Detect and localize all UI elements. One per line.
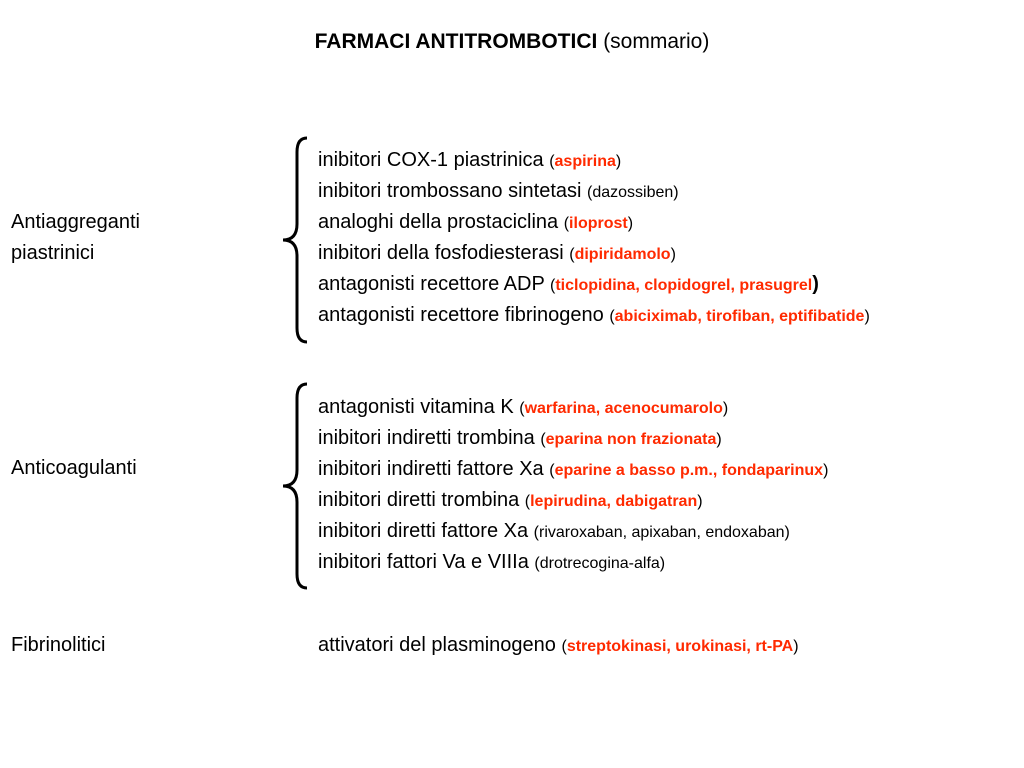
drug-note: (rivaroxaban, apixaban, endoxaban) — [533, 524, 790, 541]
list-item: antagonisti recettore ADP (ticlopidina, clopidogrel, prasugrel) — [318, 273, 819, 295]
left-brace-icon — [277, 136, 313, 344]
list-item: inibitori della fosfodiesterasi (dipiridamolo) — [318, 242, 676, 264]
drug-names: eparine a basso p.m., fondaparinux — [554, 462, 824, 479]
category-antiaggreganti — [11, 207, 140, 269]
category-label-line: Fibrinolitici — [11, 634, 106, 656]
list-item: inibitori diretti fattore Xa (rivaroxaban, apixaban, endoxaban) — [318, 520, 790, 542]
drug-names: warfarina, acenocumarolo — [524, 400, 723, 417]
list-item: inibitori diretti trombina (lepirudina, dabigatran) — [318, 489, 703, 511]
list-item: inibitori fattori Va e VIIIa (drotrecogina-alfa) — [318, 551, 666, 573]
category-label-line: Antiaggreganti — [11, 211, 140, 233]
items-anticoagulanti — [318, 392, 828, 578]
left-brace-icon — [277, 382, 313, 590]
drug-names: lepirudina, dabigatran — [530, 493, 698, 510]
items-fibrinolitici — [318, 630, 799, 661]
drug-names: ticlopidina, clopidogrel, prasugrel — [555, 277, 813, 294]
title-sub: (sommario) — [603, 30, 710, 53]
drug-note: (dazossiben) — [587, 184, 679, 201]
list-item: inibitori indiretti fattore Xa (eparine a basso p.m., fondaparinux) — [318, 458, 829, 480]
category-anticoagulanti — [11, 453, 137, 484]
drug-names: iloprost — [569, 215, 628, 232]
items-antiaggreganti — [318, 145, 870, 331]
drug-names: abiciximab, tirofiban, eptifibatide — [614, 308, 865, 325]
drug-names: aspirina — [554, 153, 616, 170]
category-label-line: Anticoagulanti — [11, 457, 137, 479]
drug-names: eparina non frazionata — [545, 431, 717, 448]
page-title — [0, 30, 1024, 54]
drug-names: streptokinasi, urokinasi, rt-PA — [566, 638, 794, 655]
drug-names: dipiridamolo — [574, 246, 671, 263]
category-fibrinolitici — [11, 630, 105, 661]
list-item: analoghi della prostaciclina (iloprost) — [318, 211, 634, 233]
list-item: inibitori COX-1 piastrinica (aspirina) — [318, 149, 622, 171]
list-item: antagonisti vitamina K (warfarina, acenocumarolo) — [318, 396, 729, 418]
drug-note: (drotrecogina-alfa) — [534, 555, 666, 572]
list-item: attivatori del plasminogeno (streptokinasi, urokinasi, rt-PA) — [318, 634, 799, 656]
category-label-line: piastrinici — [11, 242, 95, 264]
list-item: antagonisti recettore fibrinogeno (abiciximab, tirofiban, eptifibatide) — [318, 304, 870, 326]
list-item: inibitori indiretti trombina (eparina non frazionata) — [318, 427, 722, 449]
list-item: inibitori trombossano sintetasi (dazossiben) — [318, 180, 679, 202]
title-main: FARMACI ANTITROMBOTICI — [314, 30, 598, 53]
